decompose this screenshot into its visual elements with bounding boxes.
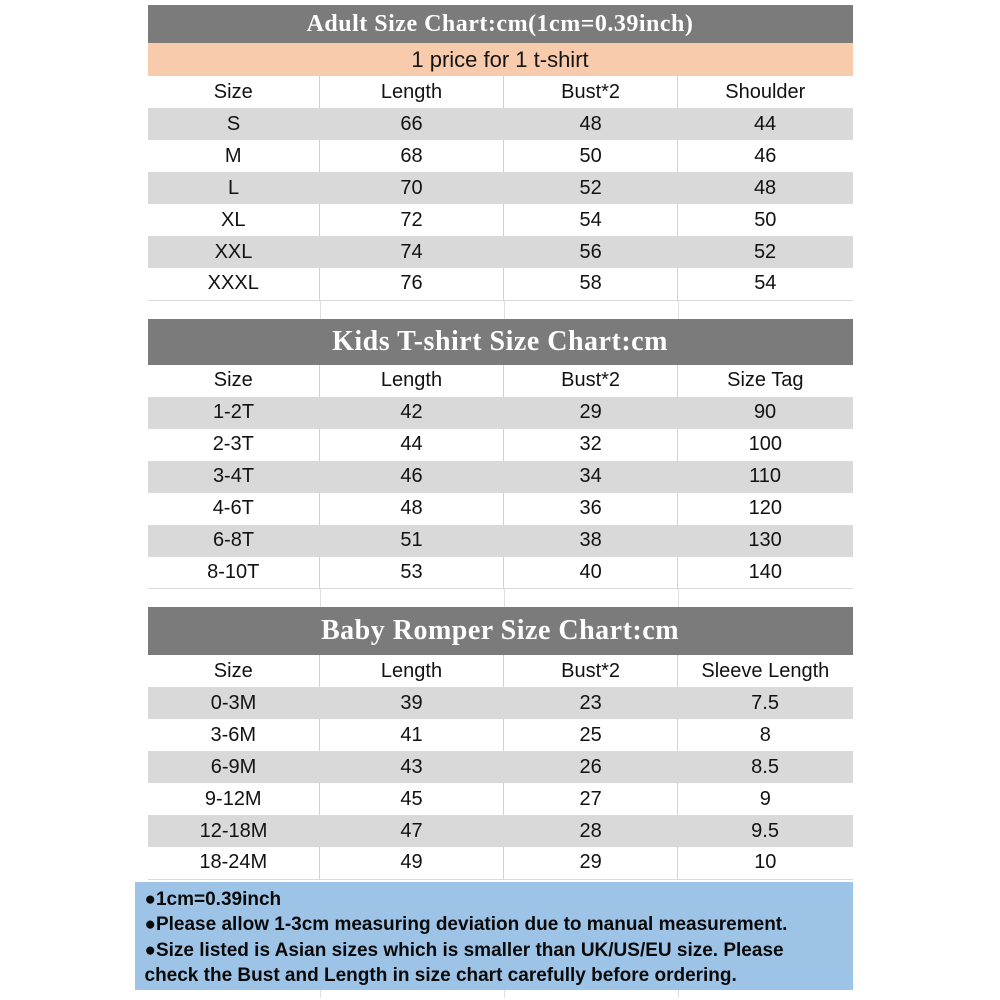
table-cell: 25	[504, 719, 678, 751]
table-cell: 3-6M	[148, 719, 320, 751]
column-header: Size Tag	[678, 365, 853, 397]
table-row	[148, 525, 853, 557]
table-cell: 70	[320, 172, 504, 204]
table-cell: 36	[504, 493, 678, 525]
adult-chart-title: Adult Size Chart:cm(1cm=0.39inch)	[148, 5, 853, 43]
table-cell: 3-4T	[148, 461, 320, 493]
table-cell: 43	[320, 751, 504, 783]
table-cell: 44	[678, 108, 853, 140]
table-cell: 76	[320, 268, 504, 300]
baby-size-chart-section	[148, 607, 853, 880]
column-header: Bust*2	[504, 655, 678, 687]
table-cell: 7.5	[678, 687, 853, 719]
table-row	[148, 493, 853, 525]
kids-size-table	[148, 365, 853, 590]
table-cell: XXXL	[148, 268, 320, 300]
table-cell: 34	[504, 461, 678, 493]
adult-size-chart-section	[148, 5, 853, 301]
table-row	[148, 687, 853, 719]
table-cell: 68	[320, 140, 504, 172]
table-cell: 90	[678, 397, 853, 429]
column-header: Size	[148, 365, 320, 397]
table-cell: 52	[678, 236, 853, 268]
table-cell: L	[148, 172, 320, 204]
table-cell: 48	[320, 493, 504, 525]
column-header: Length	[320, 365, 504, 397]
table-cell: 10	[678, 847, 853, 879]
column-header: Length	[320, 655, 504, 687]
table-cell: 29	[504, 847, 678, 879]
table-row	[148, 236, 853, 268]
table-row	[148, 140, 853, 172]
gridline-tick	[678, 990, 679, 998]
table-cell: M	[148, 140, 320, 172]
table-cell: 8.5	[678, 751, 853, 783]
column-header-row	[148, 365, 853, 397]
table-cell: 41	[320, 719, 504, 751]
table-cell: 28	[504, 815, 678, 847]
table-cell: 100	[678, 429, 853, 461]
column-header: Shoulder	[678, 76, 853, 108]
table-cell: 46	[320, 461, 504, 493]
table-cell: 50	[504, 140, 678, 172]
table-cell: XXL	[148, 236, 320, 268]
gridline-tick	[678, 301, 679, 319]
table-cell: 1-2T	[148, 397, 320, 429]
note-line: ●Please allow 1-3cm measuring deviation due to manual measurement.	[144, 914, 788, 936]
kids-chart-title: Kids T-shirt Size Chart:cm	[148, 319, 853, 365]
table-cell: 8-10T	[148, 557, 320, 589]
table-cell: 18-24M	[148, 847, 320, 879]
table-cell: 32	[504, 429, 678, 461]
table-cell: 40	[504, 557, 678, 589]
table-cell: 9.5	[678, 815, 853, 847]
table-cell: 48	[504, 108, 678, 140]
baby-chart-title: Baby Romper Size Chart:cm	[148, 607, 853, 655]
table-row	[148, 719, 853, 751]
table-row	[148, 397, 853, 429]
price-banner: 1 price for 1 t-shirt	[148, 43, 853, 76]
table-cell: 74	[320, 236, 504, 268]
column-header: Size	[148, 655, 320, 687]
gridline-tick	[678, 589, 679, 607]
section-gap	[148, 589, 853, 607]
table-cell: 48	[678, 172, 853, 204]
table-cell: 54	[678, 268, 853, 300]
table-row	[148, 268, 853, 300]
table-row	[148, 429, 853, 461]
gridline-tick	[320, 990, 321, 998]
table-cell: 0-3M	[148, 687, 320, 719]
table-row	[148, 204, 853, 236]
measurement-notes	[135, 882, 853, 990]
table-cell: 26	[504, 751, 678, 783]
table-cell: 66	[320, 108, 504, 140]
column-header: Length	[320, 76, 504, 108]
table-cell: 38	[504, 525, 678, 557]
note-line: ●Size listed is Asian sizes which is smaller than UK/US/EU size. Please check the Bust and Length in size chart carefully before ordering.	[144, 939, 784, 987]
table-cell: 27	[504, 783, 678, 815]
baby-size-table	[148, 655, 853, 880]
column-header: Bust*2	[504, 76, 678, 108]
table-cell: 130	[678, 525, 853, 557]
table-cell: 42	[320, 397, 504, 429]
table-cell: 51	[320, 525, 504, 557]
table-row	[148, 108, 853, 140]
section-gap	[148, 301, 853, 319]
table-cell: 23	[504, 687, 678, 719]
table-cell: 53	[320, 557, 504, 589]
table-cell: 120	[678, 493, 853, 525]
gridline-tick	[504, 990, 505, 998]
table-row	[148, 557, 853, 589]
kids-size-chart-section	[148, 319, 853, 590]
table-cell: 72	[320, 204, 504, 236]
table-cell: 56	[504, 236, 678, 268]
column-header: Bust*2	[504, 365, 678, 397]
gridline-tick	[504, 589, 505, 607]
table-cell: 29	[504, 397, 678, 429]
table-cell: 140	[678, 557, 853, 589]
note-line: ●1cm=0.39inch	[144, 888, 282, 910]
table-cell: 54	[504, 204, 678, 236]
column-header: Sleeve Length	[678, 655, 853, 687]
table-cell: 47	[320, 815, 504, 847]
table-cell: 8	[678, 719, 853, 751]
table-cell: XL	[148, 204, 320, 236]
table-cell: 12-18M	[148, 815, 320, 847]
table-cell: 52	[504, 172, 678, 204]
table-row	[148, 461, 853, 493]
table-row	[148, 172, 853, 204]
column-header-row	[148, 76, 853, 108]
table-cell: 45	[320, 783, 504, 815]
gridline-tick	[320, 301, 321, 319]
table-cell: 110	[678, 461, 853, 493]
column-header-row	[148, 655, 853, 687]
gridline-tick	[504, 301, 505, 319]
table-row	[148, 783, 853, 815]
size-chart-page	[144, 0, 853, 998]
bottom-gridline-strip	[148, 990, 853, 998]
adult-size-table	[148, 76, 853, 301]
table-cell: 44	[320, 429, 504, 461]
table-cell: 58	[504, 268, 678, 300]
column-header: Size	[148, 76, 320, 108]
table-cell: 6-8T	[148, 525, 320, 557]
table-cell: 2-3T	[148, 429, 320, 461]
table-row	[148, 847, 853, 879]
table-cell: 46	[678, 140, 853, 172]
table-cell: 49	[320, 847, 504, 879]
table-cell: 39	[320, 687, 504, 719]
table-cell: 4-6T	[148, 493, 320, 525]
table-row	[148, 751, 853, 783]
gridline-tick	[320, 589, 321, 607]
table-row	[148, 815, 853, 847]
table-cell: 9-12M	[148, 783, 320, 815]
table-cell: S	[148, 108, 320, 140]
table-cell: 9	[678, 783, 853, 815]
table-cell: 6-9M	[148, 751, 320, 783]
table-cell: 50	[678, 204, 853, 236]
